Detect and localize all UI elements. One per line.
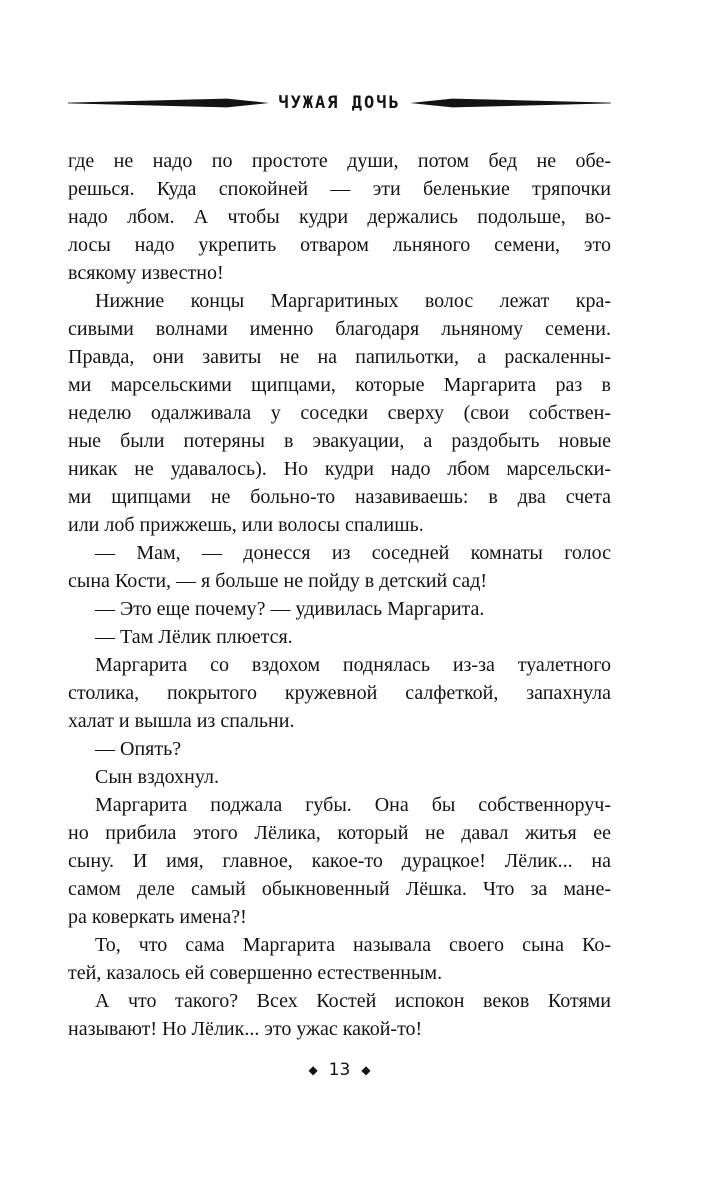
text-line: — Там Лёлик плюется. (95, 626, 293, 648)
running-header (68, 93, 611, 113)
paragraph (68, 287, 611, 539)
text-line: Нижние концы Маргаритиных волос лежат кра- (95, 290, 611, 312)
running-title: ЧУЖАЯ ДОЧЬ (278, 93, 401, 113)
paragraph (68, 595, 611, 623)
text-line: сыну. И имя, главное, какое-то дурацкое! Лёлик... на (68, 850, 611, 872)
text-line: — Мам, — донесся из соседней комнаты голос (95, 542, 611, 564)
text-line: никак не удавалось). Но кудри надо лбом марсельски- (68, 458, 611, 480)
paragraph (68, 931, 611, 987)
body-text (68, 147, 611, 1043)
text-line: ные были потеряны в эвакуации, а раздобыть новые (68, 430, 611, 452)
text-line: или лоб прижжешь, или волосы спалишь. (68, 514, 424, 536)
text-line: неделю одалживала у соседки сверху (свои собствен- (68, 402, 611, 424)
text-line: сына Кости, — я больше не пойду в детский сад! (68, 570, 488, 592)
text-line: самом деле самый обыкновенный Лёшка. Что за мане- (68, 878, 611, 900)
paragraph (68, 763, 611, 791)
text-line: То, что сама Маргарита называла своего сына Ко- (95, 934, 611, 956)
text-line: ра коверкать имена?! (68, 906, 247, 928)
text-line: ми марсельскими щипцами, которые Маргарита раз в (68, 374, 611, 396)
text-line: Маргарита поджала губы. Она бы собственноруч- (95, 794, 611, 816)
text-line: Правда, они завиты не на папильотки, а раскаленны- (68, 346, 611, 368)
text-line: Сын вздохнул. (95, 766, 219, 788)
folio-diamond-left-icon: ◆ (308, 1063, 318, 1077)
text-line: лосы надо укрепить отваром льняного семени, это (68, 234, 611, 256)
text-line: — Это еще почему? — удивилась Маргарита. (95, 598, 485, 620)
text-line: тей, казалось ей совершенно естественным. (68, 962, 443, 984)
text-line: решься. Куда спокойней — эти беленькие тряпочки (68, 178, 611, 200)
text-line: сивыми волнами именно благодаря льняному семени. (68, 318, 611, 340)
paragraph (68, 539, 611, 595)
text-line: где не надо по простоте души, потом бед не обе- (68, 150, 611, 172)
paragraph (68, 623, 611, 651)
text-line: называют! Но Лёлик... это ужас какой-то! (68, 1018, 423, 1040)
folio-diamond-right-icon: ◆ (361, 1063, 371, 1077)
paragraph (68, 147, 611, 287)
paragraph (68, 735, 611, 763)
page-footer (68, 1060, 611, 1080)
text-line: надо лбом. А чтобы кудри держались подольше, во- (68, 206, 611, 228)
text-line: всякому известно! (68, 262, 224, 284)
text-line: А что такого? Всех Костей испокон веков Котями (95, 990, 611, 1012)
paragraph (68, 791, 611, 931)
paragraph (68, 987, 611, 1043)
text-line: столика, покрытого кружевной салфеткой, запахнула (68, 682, 611, 704)
paragraph (68, 651, 611, 735)
text-line: но прибила этого Лёлика, который не давал житья ее (68, 822, 611, 844)
text-line: Маргарита со вздохом поднялась из-за туалетного (95, 654, 611, 676)
page-number: 13 (328, 1060, 351, 1080)
text-line: ми щипцами не больно-то назавиваешь: в два счета (68, 486, 611, 508)
tapered-rule-right-icon (410, 97, 611, 109)
tapered-rule-left-icon (68, 97, 269, 109)
text-line: халат и вышла из спальни. (68, 710, 295, 732)
text-line: — Опять? (95, 738, 182, 760)
